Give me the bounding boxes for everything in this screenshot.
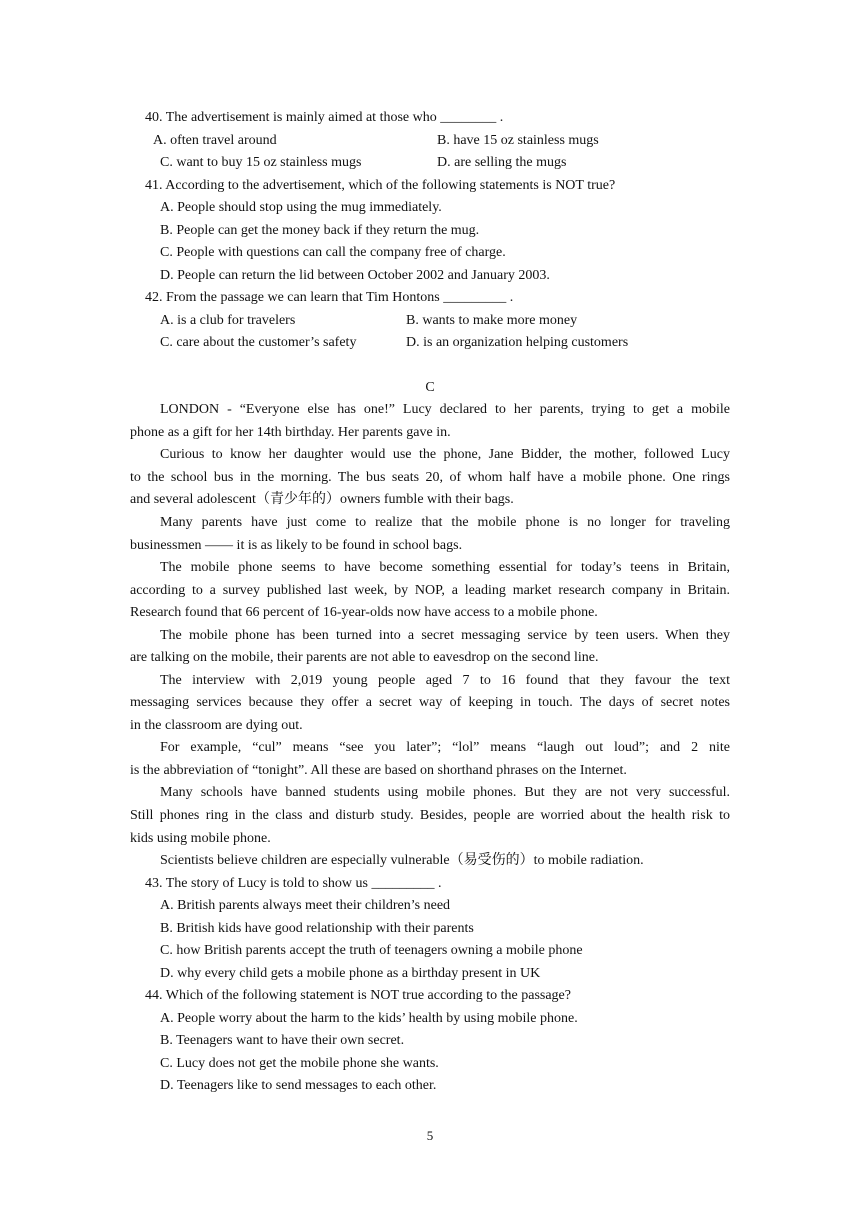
question-43-stem: 43. The story of Lucy is told to show us _________ . (145, 876, 442, 891)
passage-line: phone as a gift for her 14th birthday. Her parents gave in. (130, 425, 451, 440)
question-40-option-d: D. are selling the mugs (437, 155, 567, 170)
passage-line: is the abbreviation of “tonight”. All these are based on shorthand phrases on the Internet. (130, 763, 627, 778)
passage-line: and several adolescent（青少年的）owners fumble with their bags. (130, 492, 514, 507)
question-41-option-c: C. People with questions can call the company free of charge. (160, 245, 506, 260)
question-43-option-a: A. British parents always meet their children’s need (160, 898, 451, 913)
passage-line: The mobile phone seems to have become something essential for today’s teens in Britain, (160, 560, 730, 575)
question-42-option-a: A. is a club for travelers (160, 313, 296, 328)
passage-line: Many schools have banned students using mobile phones. But they are not very successful. (160, 785, 730, 800)
question-40-option-c: C. want to buy 15 oz stainless mugs (160, 155, 362, 170)
question-44-stem: 44. Which of the following statement is NOT true according to the passage? (145, 988, 571, 1003)
question-40-option-a: A. often travel around (153, 133, 277, 148)
passage-line: according to a survey published last week, by NOP, a leading market research company in Britain. (130, 583, 730, 598)
passage-line: are talking on the mobile, their parents are not able to eavesdrop on the second line. (130, 650, 599, 665)
page-number: 5 (426, 1128, 434, 1143)
passage-line: in the classroom are dying out. (130, 718, 303, 733)
question-41-option-a: A. People should stop using the mug immediately. (160, 200, 442, 215)
section-heading: C (425, 380, 435, 395)
question-41-stem: 41. According to the advertisement, which of the following statements is NOT true? (145, 178, 616, 193)
question-41-option-b: B. People can get the money back if they return the mug. (160, 223, 480, 238)
question-44-option-d: D. Teenagers like to send messages to each other. (160, 1078, 437, 1093)
question-40-option-b: B. have 15 oz stainless mugs (437, 133, 599, 148)
question-42-option-d: D. is an organization helping customers (406, 335, 629, 350)
passage-line: kids using mobile phone. (130, 831, 271, 846)
passage-line: LONDON - “Everyone else has one!” Lucy declared to her parents, trying to get a mobile (160, 402, 730, 417)
passage-line: to the school bus in the morning. The bus seats 20, of whom half have a mobile phone. One rings (130, 470, 730, 485)
question-44-option-c: C. Lucy does not get the mobile phone she wants. (160, 1056, 439, 1071)
question-42-option-b: B. wants to make more money (406, 313, 578, 328)
passage-line: The interview with 2,019 young people aged 7 to 16 found that they favour the text (160, 673, 730, 688)
question-40-stem: 40. The advertisement is mainly aimed at those who ________ . (145, 110, 504, 125)
passage-line: messaging services because they offer a secret way of keeping in touch. The days of secret notes (130, 695, 730, 710)
question-43-option-d: D. why every child gets a mobile phone as a birthday present in UK (160, 966, 541, 981)
passage-line: The mobile phone has been turned into a secret messaging service by teen users. When they (160, 628, 730, 643)
question-44-option-b: B. Teenagers want to have their own secret. (160, 1033, 405, 1048)
question-43-option-c: C. how British parents accept the truth of teenagers owning a mobile phone (160, 943, 583, 958)
question-41-option-d: D. People can return the lid between October 2002 and January 2003. (160, 268, 550, 283)
passage-line: For example, “cul” means “see you later”; “lol” means “laugh out loud”; and 2 nite (160, 740, 730, 755)
passage-line: Many parents have just come to realize that the mobile phone is no longer for traveling (160, 515, 730, 530)
passage-line: businessmen —— it is as likely to be found in school bags. (130, 538, 463, 553)
question-42-stem: 42. From the passage we can learn that Tim Hontons _________ . (145, 290, 514, 305)
question-44-option-a: A. People worry about the harm to the kids’ health by using mobile phone. (160, 1011, 578, 1026)
passage-line: Scientists believe children are especially vulnerable（易受伤的）to mobile radiation. (160, 853, 644, 868)
passage-line: Research found that 66 percent of 16-year-olds now have access to a mobile phone. (130, 605, 598, 620)
passage-line: Curious to know her daughter would use the phone, Jane Bidder, the mother, followed Lucy (160, 447, 730, 462)
question-42-option-c: C. care about the customer’s safety (160, 335, 357, 350)
passage-line: Still phones ring in the class and disturb study. Besides, people are worried about the health risk to (130, 808, 730, 823)
question-43-option-b: B. British kids have good relationship with their parents (160, 921, 474, 936)
